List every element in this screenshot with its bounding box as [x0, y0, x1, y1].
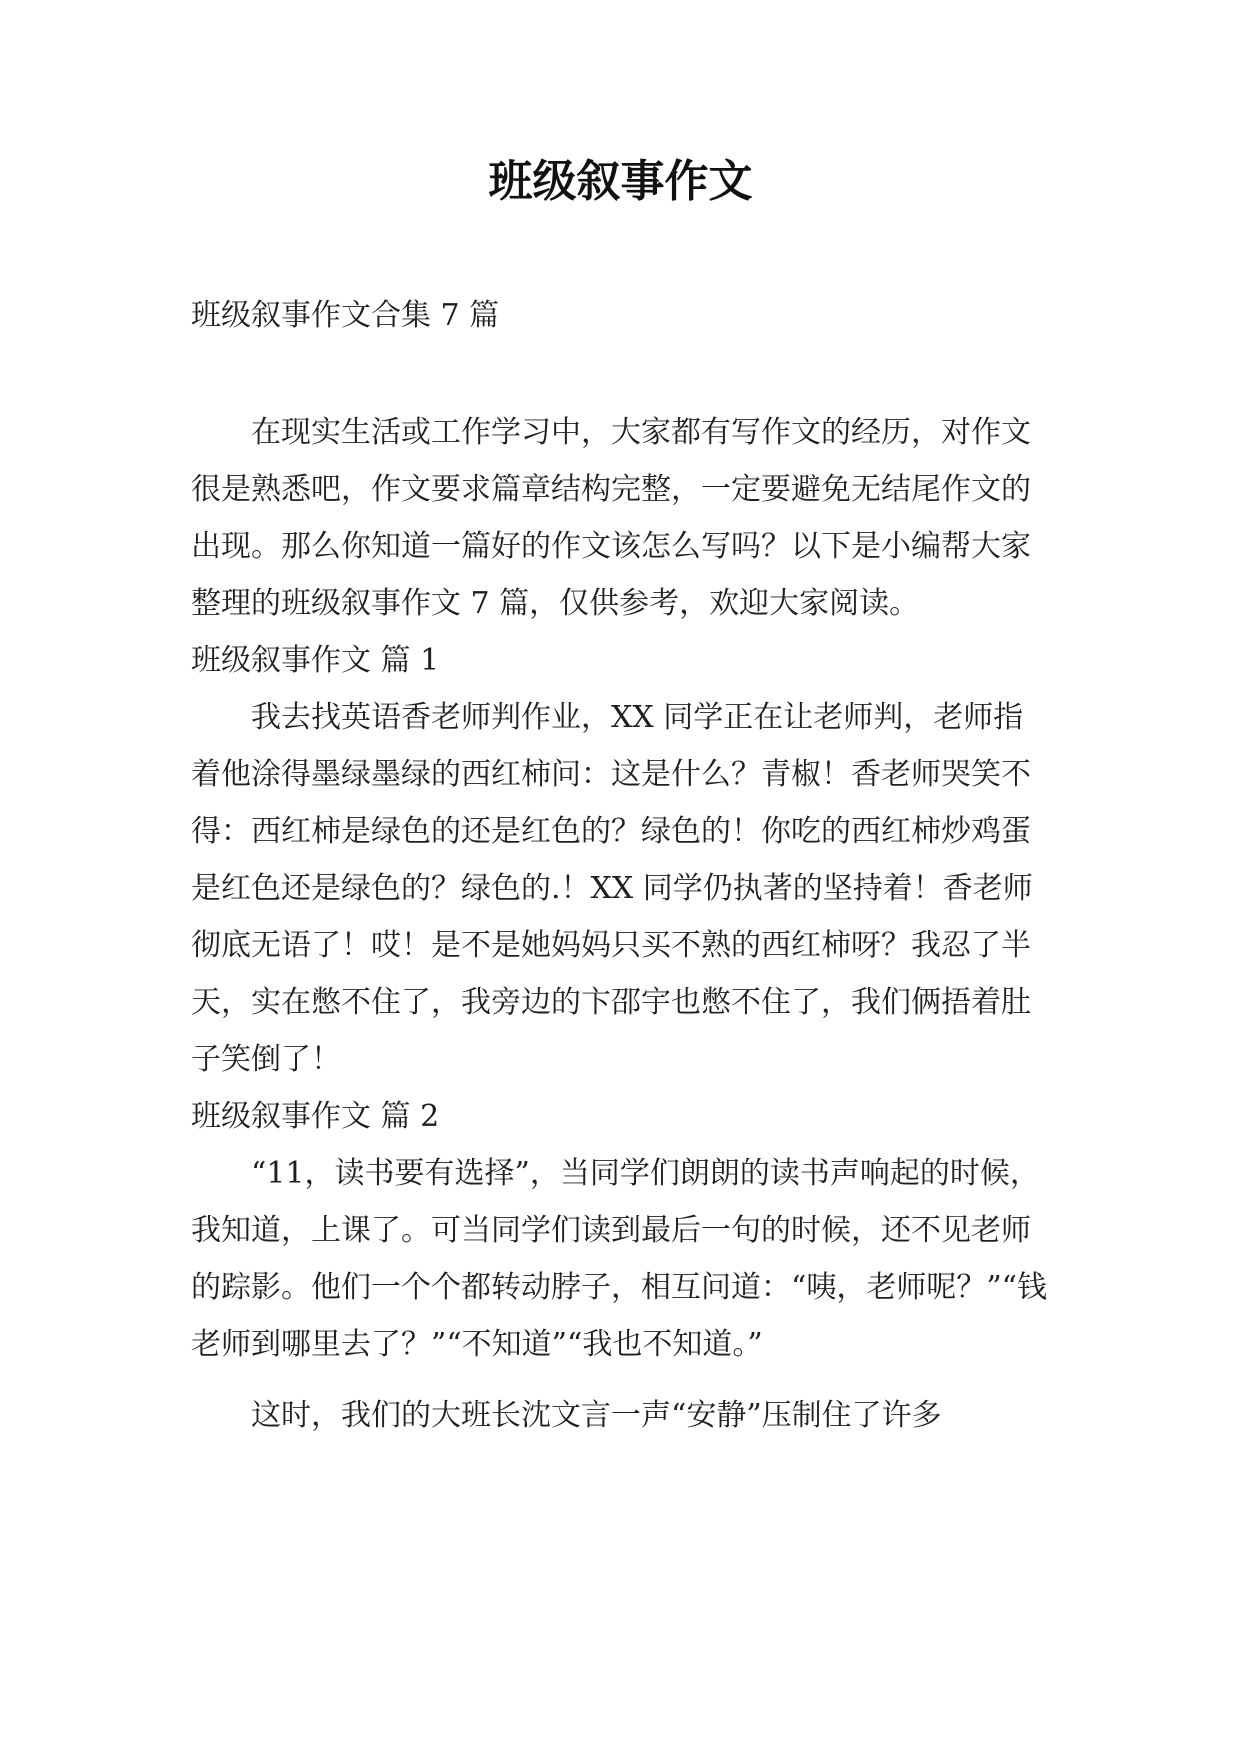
section-heading-2: 班级叙事作文 篇 2	[191, 1099, 440, 1134]
section-2-paragraph-2: 这时，我们的大班长沈文言一声“安静”压制住了许多	[251, 1398, 942, 1433]
intro-paragraph: 在现实生活或工作学习中，大家都有写作文的经历，对作文很是熟悉吧，作文要求篇章结构完整，一定要避免无结尾作文的出现。那么你知道一篇好的作文该怎么写吗？以下是小编帮大家整理的班级叙事作文 7 篇，仅供参考，欢迎大家阅读。	[191, 415, 1031, 621]
document-subtitle: 班级叙事作文合集 7 篇	[191, 298, 500, 333]
document-title: 班级叙事作文	[488, 156, 753, 207]
section-heading-1: 班级叙事作文 篇 1	[191, 643, 440, 678]
section-1-paragraph-1: 我去找英语香老师判作业，XX 同学正在让老师判，老师指着他涂得墨绿墨绿的西红柿问：这是什么？青椒！香老师哭笑不得：西红柿是绿色的还是红色的？绿色的！你吃的西红柿炒鸡蛋是红色还是绿色的？绿色的.！XX 同学仍执著的坚持着！香老师彻底无语了！哎！是不是她妈妈只买不熟的西红柿呀？我忍了半天，实在憋不住了，我旁边的卞邵宇也憋不住了，我们俩捂着肚子笑倒了！	[191, 700, 1033, 1077]
section-2-paragraph-1: “11，读书要有选择”，当同学们朗朗的读书声响起的时候，我知道，上课了。可当同学们读到最后一句的时候，还不见老师的踪影。他们一个个都转动脖子，相互问道：“咦，老师呢？”“钱老师到哪里去了？”“不知道”“我也不知道。”	[191, 1156, 1048, 1362]
document-body	[191, 404, 1051, 1444]
